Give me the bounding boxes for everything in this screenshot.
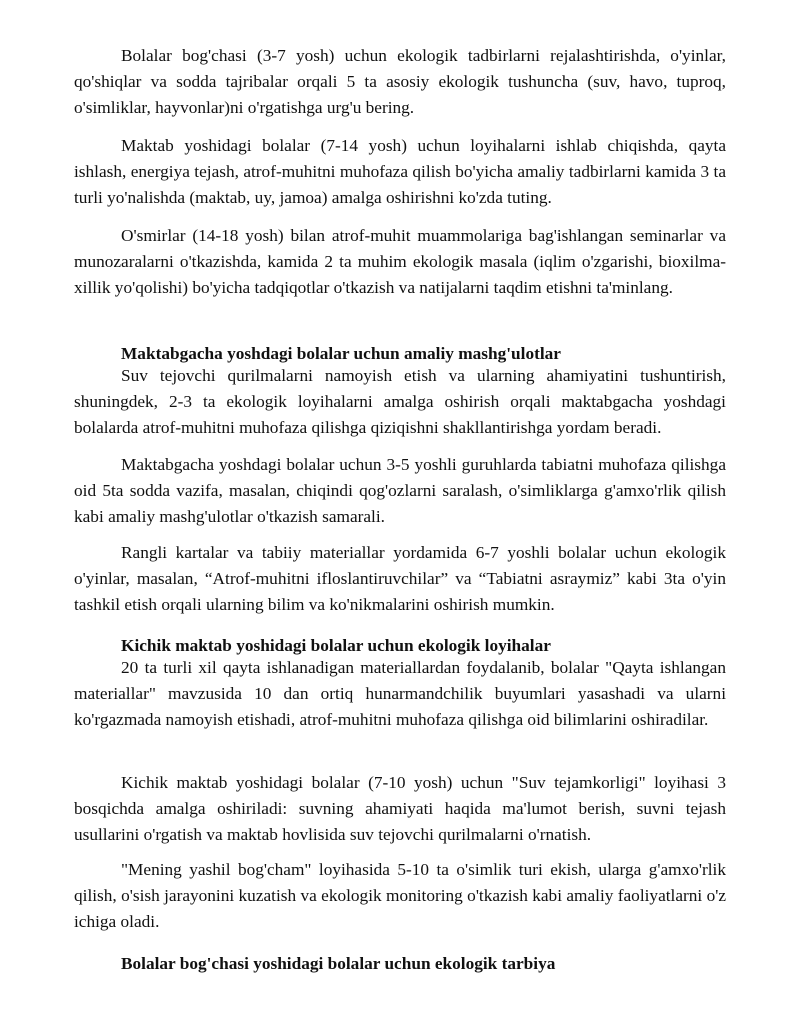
paragraph-teen-seminars: O'smirlar (14-18 yosh) bilan atrof-muhit muammolariga bag'ishlangan seminarlar va munozaralarni o'tkazishda, kamida 2 ta muhim ekologik masala (iqlim o'zgarishi, bioxilma-xillik yo'qolishi) bo'yicha tadqiqotlar o'tkazish va natijalarni taqdim etishni ta'minlang.	[74, 226, 726, 297]
paragraph-ecological-games: Rangli kartalar va tabiiy materiallar yordamida 6-7 yoshli bolalar uchun ekologik o'yinlar, masalan, “Atrof-muhitni ifloslantiruvchilar” va “Tabiatni asraymiz” kabi 3ta o'yin tashkil etish orqali ularning bilim va ko'nikmalarini oshirish mumkin.	[74, 543, 726, 614]
paragraph-nature-protection-tasks: Maktabgacha yoshdagi bolalar uchun 3-5 yoshli guruhlarda tabiatni muhofaza qilishga oid 5ta sodda vazifa, masalan, chiqindi qog'ozlarni saralash, o'simliklarga g'amxo'rlik qilish kabi amaliy mashg'ulotlar o'tkazish samarali.	[74, 455, 726, 526]
paragraph-water-saving-devices: Suv tejovchi qurilmalarni namoyish etish va ularning ahamiyatini tushuntirish, shuningdek, 2-3 ta ekologik loyihalarni amalga oshirish orqali maktabgacha yoshdagi bolalarda atrof-muhitni muhofaza qilishga qiziqishni shakllantirishga yordam beradi.	[74, 366, 726, 437]
section-heading-primary-school-projects: Kichik maktab yoshidagi bolalar uchun ekologik loyihalar	[121, 636, 551, 655]
paragraph-water-saving-project: Kichik maktab yoshidagi bolalar (7-10 yosh) uchun "Suv tejamkorligi" loyihasi 3 bosqichda amalga oshiriladi: suvning ahamiyati haqida ma'lumot berish, suvni tejash usullarini o'rgatish va maktab hovlisida suv tejovchi qurilmalarni o'rnatish.	[74, 773, 726, 844]
section-heading-kindergarten-education: Bolalar bog'chasi yoshidagi bolalar uchun ekologik tarbiya	[121, 954, 556, 973]
paragraph-recycled-materials: 20 ta turli xil qayta ishlanadigan materiallardan foydalanib, bolalar "Qayta ishlangan materiallar" mavzusida 10 dan ortiq hunarmandchilik buyumlari yasashadi va ularni ko'rgazmada namoyish etishadi, atrof-muhitni muhofaza qilishga oid bilimlarini oshiradilar.	[74, 658, 726, 729]
paragraph-school-projects: Maktab yoshidagi bolalar (7-14 yosh) uchun loyihalarni ishlab chiqishda, qayta ishlash, energiya tejash, atrof-muhitni muhofaza qilish bo'yicha amaliy tadbirlarni kamida 3 ta turli yo'nalishda (maktab, uy, jamoa) amalga oshirishni ko'zda tuting.	[74, 136, 726, 207]
section-heading-preschool-activities: Maktabgacha yoshdagi bolalar uchun amaliy mashg'ulotlar	[121, 344, 561, 363]
paragraph-kindergarten-planning: Bolalar bog'chasi (3-7 yosh) uchun ekologik tadbirlarni rejalashtirishda, o'yinlar, qo'shiqlar va sodda tajribalar orqali 5 ta asosiy ekologik tushuncha (suv, havo, tuproq, o'simliklar, hayvonlar)ni o'rgatishga urg'u bering.	[74, 46, 726, 117]
paragraph-green-garden-project: "Mening yashil bog'cham" loyihasida 5-10 ta o'simlik turi ekish, ularga g'amxo'rlik qilish, o'sish jarayonini kuzatish va ekologik monitoring o'tkazish kabi amaliy faoliyatlarni o'z ichiga oladi.	[74, 860, 726, 931]
